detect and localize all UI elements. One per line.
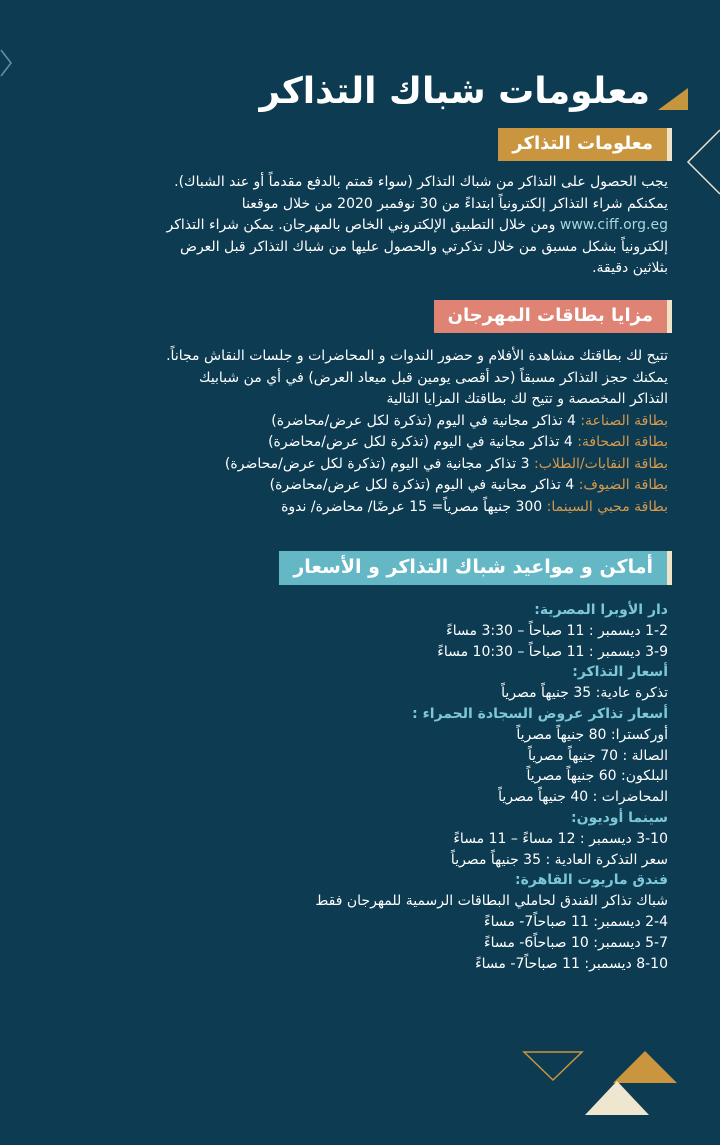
hall-price: الصالة : 70 جنيهاً مصرياً [527,747,668,764]
venue-marriott-hours-1: 2-4 ديسمبر: 11 صباحاً7- مساءً [484,913,668,930]
right-diamond-decoration [686,128,720,196]
balcony-price: البلكون: 60 جنيهاً مصرياً [526,768,668,785]
card-cinema-lovers-text: 300 جنيهاً مصرياً= 15 عرضًا/ محاضرة/ ندوة [281,498,547,515]
festival-website-link[interactable]: www.ciff.org.eg [559,217,668,233]
bottom-cream-triangle-decoration [584,1080,650,1116]
venue-marriott-heading: فندق ماريوت القاهرة: [515,872,668,889]
ticket-info-line-2: يمكنكم شراء التذاكر إلكترونياً ابتداءً من 30 نوفمبر 2020 من خلال موقعنا [241,195,668,212]
title-triangle-icon [658,88,688,110]
ticket-info-paragraph [50,172,668,280]
orchestra-price: أوركسترا: 80 جنيهاً مصرياً [516,726,668,743]
card-press-name: بطاقة الصحافة: [577,434,668,450]
card-cinema-lovers-name: بطاقة محبي السينما: [546,498,668,515]
ticket-prices-heading: أسعار التذاكر: [572,664,668,681]
section-label-ticket-info: معلومات التذاكر [498,128,672,161]
ticket-info-line-4: إلكترونياً بشكل مسبق من خلال تذكرتي والحصول عليها من شباك التذاكر قبل العرض [180,238,668,255]
venue-odeon-heading: سينما أوديون: [571,809,668,826]
ticket-info-line-3-text: ومن خلال التطبيق الإلكتروني الخاص بالمهرجان. يمكن شراء التذاكر [166,217,556,233]
ticket-info-line-1: يجب الحصول على التذاكر من شباك التذاكر (سواء قمتم بالدفع مقدماً أو عند الشباك). [174,174,668,190]
card-guests-name: بطاقة الضيوف: [578,477,668,493]
regular-ticket-price: تذكرة عادية: 35 جنيهاً مصرياً [501,685,668,702]
venue-marriott-note: شباك تذاكر الفندق لحاملي البطاقات الرسمية للمهرجان فقط [315,893,668,910]
card-industry-text: 4 تذاكر مجانية في اليوم (تذكرة لكل عرض/محاضرة) [271,412,581,429]
card-unions-students [50,454,668,476]
cards-intro-line-3: التذاكر المخصصة و تتيح لك بطاقتك المزايا التالية [386,391,668,407]
title-row [30,66,688,118]
card-industry [50,411,668,433]
venue-opera-heading: دار الأوبرا المصرية: [534,602,668,618]
card-unions-name: بطاقة النقابات/الطلاب: [534,455,668,472]
cards-intro-line-2: يمكنك حجز التذاكر مسبقاً (حد أقصى يومين قبل ميعاد العرض) في أي من شبابيك [199,369,668,386]
cards-intro-line-1: تتيح لك بطاقتك مشاهدة الأفلام و حضور الندوات و المحاضرات و جلسات النقاش مجاناً. [166,348,668,364]
card-cinema-lovers [50,497,668,519]
red-carpet-prices-heading: أسعار تذاكر عروض السجادة الحمراء : [412,705,668,722]
card-guests [50,475,668,497]
section-label-festival-cards: مزايا بطاقات المهرجان [434,300,672,333]
lectures-price: المحاضرات : 40 جنيهاً مصرياً [498,789,668,806]
cards-paragraph [50,346,668,518]
card-guests-text: 4 تذاكر مجانية في اليوم (تذكرة لكل عرض/محاضرة) [269,477,579,493]
ticket-info-line-5: بثلاثين دقيقة. [592,260,668,276]
venue-opera-hours-1: 1-2 ديسمبر : 11 صباحاً – 3:30 مساءً [446,622,668,639]
page-title: معلومات شباك التذاكر [259,71,650,112]
card-industry-name: بطاقة الصناعة: [580,412,668,429]
venue-odeon-hours: 3-10 ديسمبر : 12 مساءً – 11 مساءً [453,830,668,847]
left-chevron-decoration [0,48,14,78]
venue-opera-hours-2: 3-9 ديسمبر : 11 صباحاً – 10:30 مساءً [437,643,668,660]
bottom-gold-triangle-decoration [612,1050,678,1084]
ticket-info-line-3 [50,215,668,237]
card-unions-text: 3 تذاكر مجانية في اليوم (تذكرة لكل عرض/محاضرة) [224,455,535,472]
venue-marriott-hours-3: 8-10 ديسمبر: 11 صباحاً7- مساءً [475,955,668,972]
bottom-outline-triangle-decoration [522,1050,584,1082]
venues-list [48,600,668,974]
section-label-venues: أماكن و مواعيد شباك التذاكر و الأسعار [279,551,672,585]
venue-odeon-price: سعر التذكرة العادية : 35 جنيهاً مصرياً [450,851,668,868]
card-press-text: 4 تذاكر مجانية في اليوم (تذكرة لكل عرض/محاضرة) [268,434,578,450]
venue-marriott-hours-2: 5-7 ديسمبر: 10 صباحاً6- مساءً [484,934,668,951]
card-press [50,432,668,454]
